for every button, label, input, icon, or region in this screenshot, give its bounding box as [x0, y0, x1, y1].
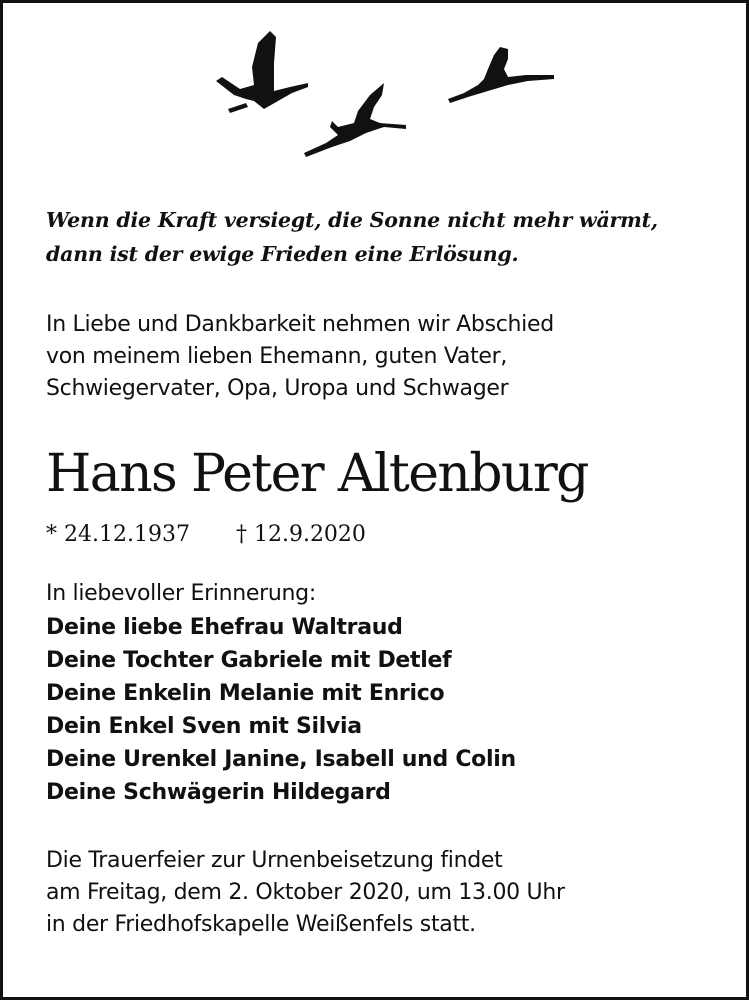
- intro-line: In Liebe und Dankbarkeit nehmen wir Abschied: [46, 312, 554, 337]
- flying-birds-icon: [208, 23, 568, 163]
- family-list: [46, 611, 516, 809]
- death-date: † 12.9.2020: [235, 522, 366, 547]
- family-member: Deine Schwägerin Hildegard: [46, 780, 391, 805]
- memory-heading: In liebevoller Erinnerung:: [46, 581, 316, 606]
- bird-icon: [304, 83, 406, 157]
- family-member: Deine Tochter Gabriele mit Detlef: [46, 648, 452, 673]
- birth-date: * 24.12.1937: [46, 522, 190, 547]
- deceased-name: Hans Peter Altenburg: [46, 444, 588, 504]
- intro-line: von meinem lieben Ehemann, guten Vater,: [46, 344, 508, 369]
- bird-icon: [448, 47, 554, 103]
- quote-line: dann ist der ewige Frieden eine Erlösung.: [46, 242, 519, 266]
- intro-text: [46, 309, 554, 405]
- family-member: Deine liebe Ehefrau Waltraud: [46, 615, 403, 640]
- service-line: Die Trauerfeier zur Urnenbeisetzung findet: [46, 848, 503, 873]
- intro-line: Schwiegervater, Opa, Uropa und Schwager: [46, 376, 509, 401]
- service-line: in der Friedhofskapelle Weißenfels statt.: [46, 912, 476, 937]
- life-dates: [46, 519, 366, 551]
- bird-icon: [216, 31, 308, 113]
- family-member: Deine Enkelin Melanie mit Enrico: [46, 681, 445, 706]
- quote-line: Wenn die Kraft versiegt, die Sonne nicht mehr wärmt,: [46, 208, 658, 232]
- service-info: [46, 845, 565, 941]
- quote: [46, 203, 658, 271]
- service-line: am Freitag, dem 2. Oktober 2020, um 13.00 Uhr: [46, 880, 565, 905]
- family-member: Dein Enkel Sven mit Silvia: [46, 714, 362, 739]
- family-member: Deine Urenkel Janine, Isabell und Colin: [46, 747, 516, 772]
